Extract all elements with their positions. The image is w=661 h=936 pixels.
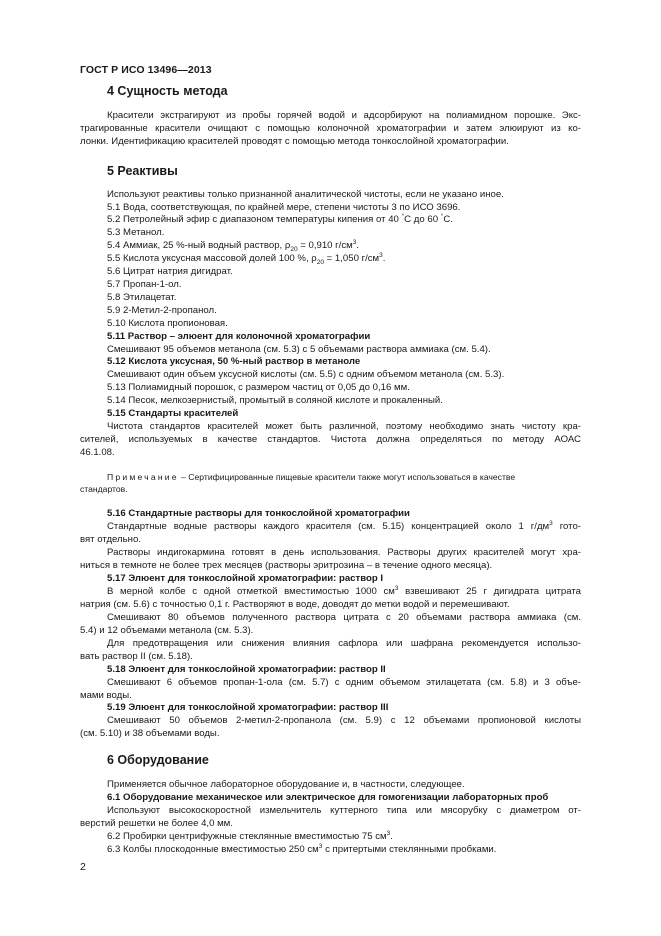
item-5-3: 5.3 Метанол. <box>107 227 165 238</box>
s61-line-1: Используют высокоскоростной измельчитель куттерного типа или мясорубку с диаметром от- <box>107 805 581 816</box>
s5-intro: Используют реактивы только признанной аналитической чистоты, если не указано иное. <box>107 189 504 200</box>
item-5-9: 5.9 2-Метил-2-пропанол. <box>107 305 217 316</box>
item-6-3: 6.3 Колбы плоскодонные вместимостью 250 $см^3$ с притертыми стеклянными пробками. <box>107 842 497 855</box>
subsection-5-15-title: 5.15 Стандарты красителей <box>107 408 239 419</box>
s6-intro: Применяется обычное лабораторное оборудование и, в частности, следующее. <box>107 779 465 790</box>
s4-line-2: трагированные красители очищают с помощью колоночной хроматографии и затем элюируют из ко- <box>80 123 581 134</box>
s517-line-2: натрия (см. 5.6) с точностью 0,1 г. Растворяют в воде, доводят до метки водой и перемешивают. <box>80 599 510 610</box>
item-5-1: 5.1 Вода, соответствующая, по крайней мере, степени чистоты 3 по ИСО 3696. <box>107 202 461 213</box>
s516-line-3: Растворы индигокармина готовят в день использования. Растворы других красителей могут хра- <box>107 547 581 558</box>
s517-line-1: В мерной колбе с одной отметкой вместимостью 1000 $см^3$ взвешивают 25 г дигидрата цитрата <box>107 584 582 597</box>
subsection-5-19-title: 5.19 Элюент для тонкослойной хроматографии: раствор III <box>107 702 389 713</box>
item-5-5: 5.5 Кислота уксусная массовой долей 100 %, $\rho_{20} = 1,050$ $г/см^3$. <box>107 251 386 266</box>
note-line-2: стандартов. <box>80 484 128 494</box>
item-5-7: 5.7 Пропан-1-ол. <box>107 279 182 290</box>
s516-line-4: ниться в темноте не более трех месяцев (растворы эритрозина – в течение одного месяца). <box>80 560 493 571</box>
item-5-2: 5.2 Петролейный эфир с диапазоном температуры кипения от 40 °С до 60 °С. <box>107 212 453 225</box>
item-6-2: 6.2 Пробирки центрифужные стеклянные вместимостью 75 $см^3$. <box>107 829 393 842</box>
s517-line-4: 5.4) и 12 объемами метанола (см. 5.3). <box>80 625 254 636</box>
s4-line-3: лонки. Идентификацию красителей проводят с помощью метода тонкослойной хроматографии. <box>80 136 509 147</box>
s517-line-3: Смешивают 80 объемов полученного раствора цитрата с 20 объемами раствора аммиака (см. <box>107 612 581 623</box>
s61-line-2: верстий решетки не более 4,0 мм. <box>80 818 233 829</box>
s516-line-2: вят отдельно. <box>80 534 141 545</box>
note-label: Примечание <box>107 472 179 482</box>
s518-line-2: мами воды. <box>80 690 132 701</box>
item-5-13: 5.13 Полиамидный порошок, с размером частиц от 0,05 до 0,16 мм. <box>107 382 410 393</box>
s517-line-5: Для предотвращения или снижения влияния сафлора или шафрана рекомендуется использо- <box>107 638 581 649</box>
s519-line-2: (см. 5.10) и 38 объемами воды. <box>80 728 220 739</box>
s515-line-3: 46.1.08. <box>80 447 115 458</box>
item-5-4: 5.4 Аммиак, 25 %-ный водный раствор, $\rho_{20} = 0,910$ $г/см^3$. <box>107 238 360 253</box>
s515-line-1: Чистота стандартов красителей может быть различной, поэтому необходимо знать чистоту кра- <box>107 421 581 432</box>
page-number: 2 <box>80 861 86 873</box>
section-6-title: 6 Оборудование <box>107 753 209 767</box>
s519-line-1: Смешивают 50 объемов 2-метил-2-пропанола (см. 5.9) с 12 объемами пропионовой кислоты <box>107 715 581 726</box>
subsection-6-1-title: 6.1 Оборудование механическое или электрическое для гомогенизации лабораторных проб <box>107 792 549 803</box>
s512-text: Смешивают один объем уксусной кислоты (см. 5.5) с одним объемом метанола (см. 5.3). <box>107 369 505 380</box>
subsection-5-11-title: 5.11 Раствор – элюент для колоночной хроматографии <box>107 331 371 342</box>
item-5-10: 5.10 Кислота пропионовая. <box>107 318 228 329</box>
subsection-5-18-title: 5.18 Элюент для тонкослойной хроматографии: раствор II <box>107 664 386 675</box>
s4-line-1: Красители экстрагируют из пробы горячей водой и адсорбируют на полиамидном порошке. Экс- <box>107 110 581 121</box>
s516-line-1: Стандартные водные растворы каждого красителя (см. 5.15) концентрацией около 1 $г/дм^3$ гото- <box>107 519 581 532</box>
section-4-title: 4 Сущность метода <box>107 84 228 98</box>
section-5-title: 5 Реактивы <box>107 164 178 178</box>
page-header: ГОСТ Р ИСО 13496—2013 <box>80 64 212 76</box>
item-5-14: 5.14 Песок, мелкозернистый, промытый в соляной кислоте и прокаленный. <box>107 395 443 406</box>
subsection-5-16-title: 5.16 Стандартные растворы для тонкослойной хроматографии <box>107 508 410 519</box>
subsection-5-12-title: 5.12 Кислота уксусная, 50 %-ный раствор в метаноле <box>107 356 361 367</box>
item-5-6: 5.6 Цитрат натрия дигидрат. <box>107 266 233 277</box>
s517-line-6: вать раствор II (см. 5.18). <box>80 651 193 662</box>
note-line-1: Примечание – Сертифицированные пищевые красители также могут использоваться в качестве <box>107 472 516 482</box>
s518-line-1: Смешивают 6 объемов пропан-1-ола (см. 5.7) с одним объемом этилацетата (см. 5.8) и 3 объе- <box>107 677 581 688</box>
s511-text: Смешивают 95 объемов метанола (см. 5.3) с 5 объемами раствора аммиака (см. 5.4). <box>107 344 491 355</box>
s515-line-2: сителей, используемых в качестве стандартов. Чистота должна определяться по методу АОАС <box>80 434 581 445</box>
item-5-8: 5.8 Этилацетат. <box>107 292 177 303</box>
subsection-5-17-title: 5.17 Элюент для тонкослойной хроматографии: раствор I <box>107 573 384 584</box>
